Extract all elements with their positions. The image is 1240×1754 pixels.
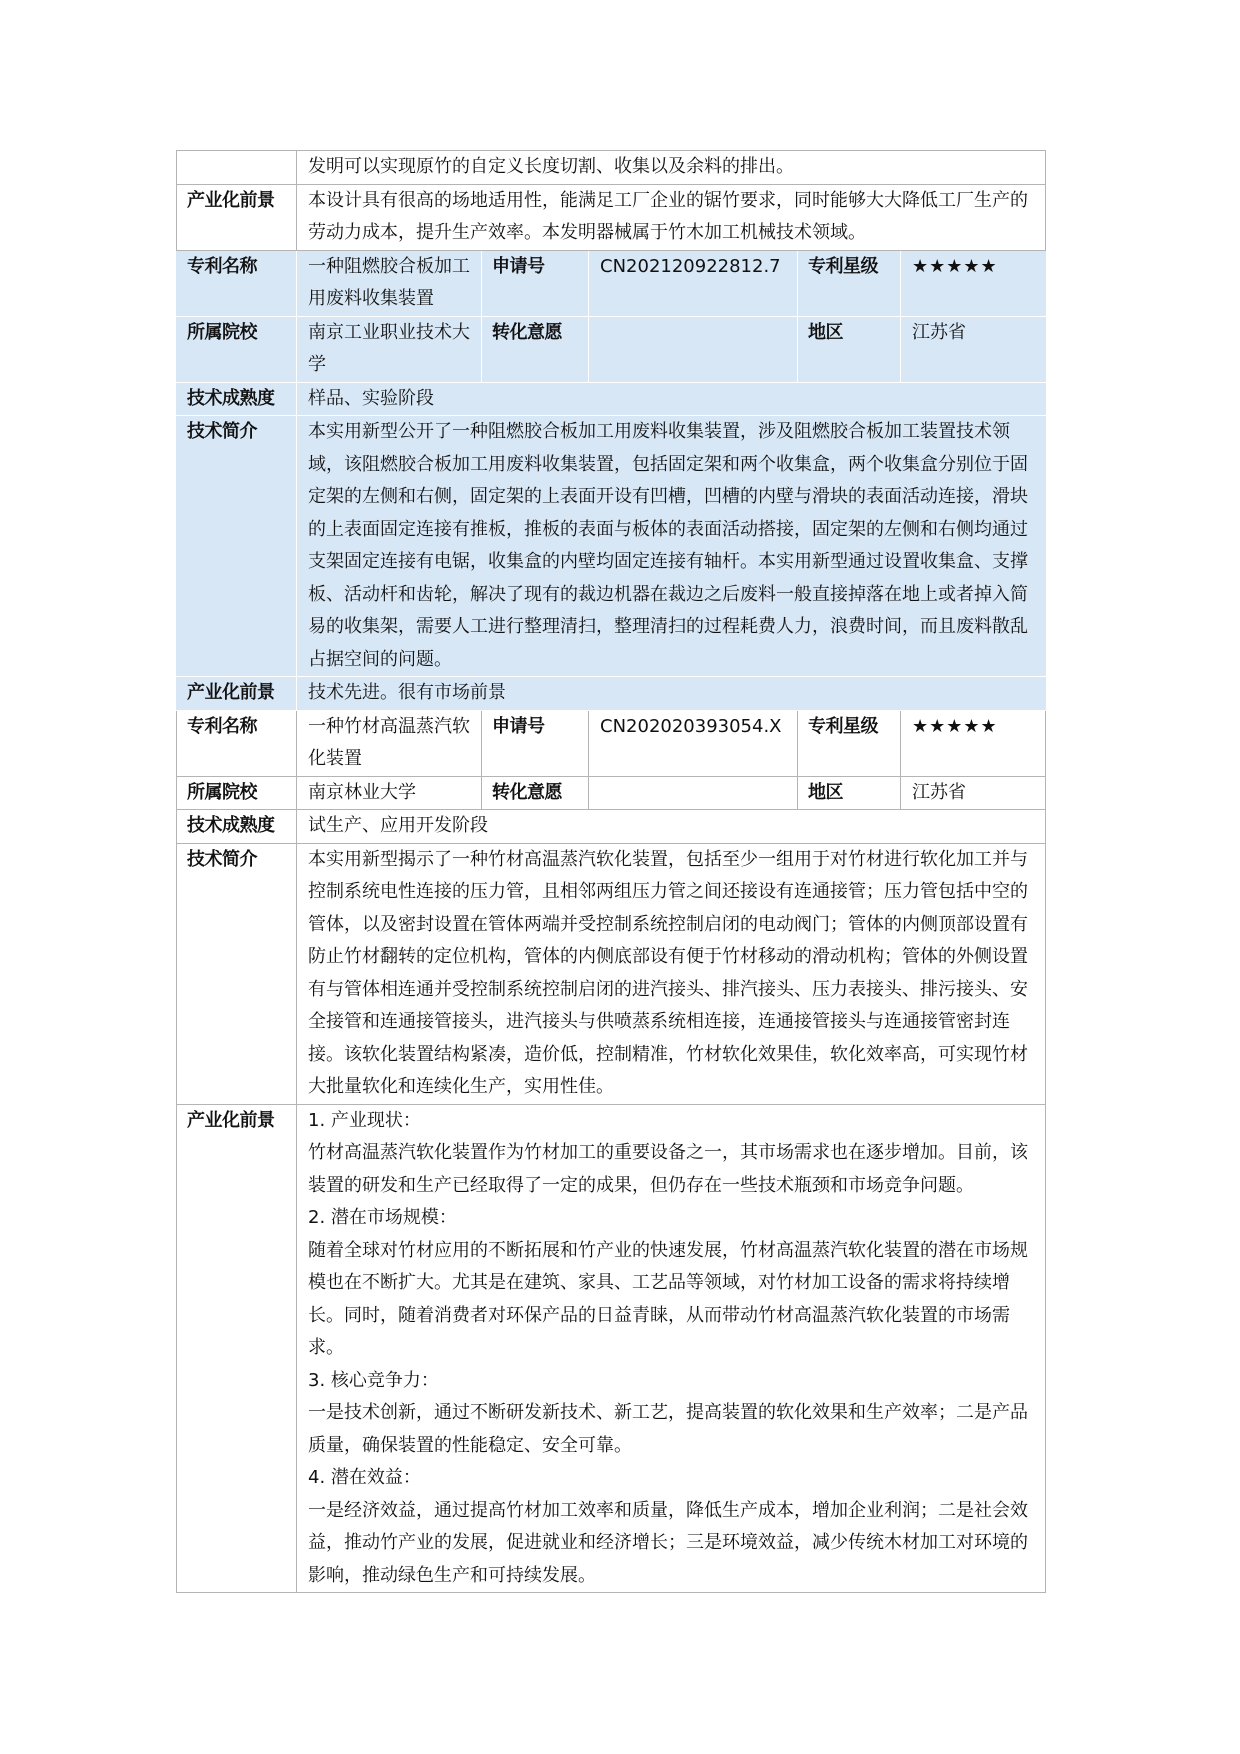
prospect-paragraph: 随着全球对竹材应用的不断拓展和竹产业的快速发展，竹材高温蒸汽软化装置的潜在市场规模也在不断扩大。尤其是在建筑、家具、工艺品等领域，对竹材加工设备的需求将持续增长。同时，随着消费者对环保产品的日益青睐，从而带动竹材高温蒸汽软化装置的市场需求。 bbox=[308, 1239, 1028, 1358]
prospect-label: 产业化前景 bbox=[177, 1104, 297, 1593]
patent2-maturity-row bbox=[177, 810, 1046, 844]
patent1-intro-row bbox=[177, 416, 1046, 677]
patent-name: 一种竹材高温蒸汽软化装置 bbox=[297, 710, 482, 776]
transfer-intent-value bbox=[589, 776, 798, 810]
patent-rating-label: 专利星级 bbox=[798, 250, 901, 316]
patent1-prospect-row bbox=[177, 677, 1046, 711]
patent-table bbox=[176, 150, 1046, 1593]
continued-text: 发明可以实现原竹的自定义长度切割、收集以及余料的排出。 bbox=[297, 151, 1046, 185]
patent-document bbox=[176, 150, 1045, 1593]
intro-label: 技术简介 bbox=[177, 843, 297, 1104]
region-label: 地区 bbox=[798, 776, 901, 810]
intro-text: 本实用新型公开了一种阻燃胶合板加工用废料收集装置，涉及阻燃胶合板加工装置技术领域，该阻燃胶合板加工用废料收集装置，包括固定架和两个收集盒，两个收集盒分别位于固定架的左侧和右侧，固定架的上表面开设有凹槽，凹槽的内壁与滑块的表面活动连接，滑块的上表面固定连接有推板，推板的表面与板体的表面活动搭接，固定架的左侧和右侧均通过支架固定连接有电锯，收集盒的内壁均固定连接有轴杆。本实用新型通过设置收集盒、支撑板、活动杆和齿轮，解决了现有的裁边机器在裁边之后废料一般直接掉落在地上或者掉入简易的收集架，需要人工进行整理清扫，整理清扫的过程耗费人力，浪费时间，而且废料散乱占据空间的问题。 bbox=[297, 416, 1046, 677]
prospect-text: 技术先进。很有市场前景 bbox=[297, 677, 1046, 711]
prospect-heading: 4. 潜在效益： bbox=[308, 1467, 421, 1488]
transfer-intent-value bbox=[589, 316, 798, 382]
patent-name: 一种阻燃胶合板加工用废料收集装置 bbox=[297, 250, 482, 316]
maturity-label: 技术成熟度 bbox=[177, 382, 297, 416]
prospect-text bbox=[297, 1104, 1046, 1593]
prospect-label: 产业化前景 bbox=[177, 184, 297, 250]
empty-label-cell bbox=[177, 151, 297, 185]
transfer-intent-label: 转化意愿 bbox=[482, 316, 589, 382]
patent1-school-row bbox=[177, 316, 1046, 382]
application-number: CN202020393054.X bbox=[589, 710, 798, 776]
maturity-label: 技术成熟度 bbox=[177, 810, 297, 844]
patent-rating-label: 专利星级 bbox=[798, 710, 901, 776]
prospect-row bbox=[177, 184, 1046, 250]
transfer-intent-label: 转化意愿 bbox=[482, 776, 589, 810]
prospect-heading: 2. 潜在市场规模： bbox=[308, 1207, 457, 1228]
school-label: 所属院校 bbox=[177, 316, 297, 382]
patent-name-label: 专利名称 bbox=[177, 250, 297, 316]
patent2-name-row bbox=[177, 710, 1046, 776]
maturity-value: 样品、实验阶段 bbox=[297, 382, 1046, 416]
application-number-label: 申请号 bbox=[482, 710, 589, 776]
maturity-value: 试生产、应用开发阶段 bbox=[297, 810, 1046, 844]
application-number: CN202120922812.7 bbox=[589, 250, 798, 316]
school-name: 南京林业大学 bbox=[297, 776, 482, 810]
prospect-text: 本设计具有很高的场地适用性，能满足工厂企业的锯竹要求，同时能够大大降低工厂生产的劳动力成本，提升生产效率。本发明器械属于竹木加工机械技术领域。 bbox=[297, 184, 1046, 250]
patent2-intro-row bbox=[177, 843, 1046, 1104]
intro-text: 本实用新型揭示了一种竹材高温蒸汽软化装置，包括至少一组用于对竹材进行软化加工并与控制系统电性连接的压力管，且相邻两组压力管之间还接设有连通接管；压力管包括中空的管体，以及密封设置在管体两端并受控制系统控制启闭的电动阀门；管体的内侧顶部设置有防止竹材翻转的定位机构，管体的内侧底部设有便于竹材移动的滑动机构；管体的外侧设置有与管体相连通并受控制系统控制启闭的进汽接头、排汽接头、压力表接头、排污接头、安全接管和连通接管接头，进汽接头与供喷蒸系统相连接，连通接管接头与连通接管密封连接。该软化装置结构紧凑，造价低，控制精准，竹材软化效果佳，软化效率高，可实现竹材大批量软化和连续化生产，实用性佳。 bbox=[297, 843, 1046, 1104]
star-rating-icon: ★★★★★ bbox=[901, 250, 1046, 316]
prospect-paragraph: 一是技术创新，通过不断研发新技术、新工艺，提高装置的软化效果和生产效率；二是产品质量，确保装置的性能稳定、安全可靠。 bbox=[308, 1402, 1028, 1456]
patent2-prospect-row bbox=[177, 1104, 1046, 1593]
patent2-school-row bbox=[177, 776, 1046, 810]
patent1-maturity-row bbox=[177, 382, 1046, 416]
continued-row bbox=[177, 151, 1046, 185]
patent-name-label: 专利名称 bbox=[177, 710, 297, 776]
school-name: 南京工业职业技术大学 bbox=[297, 316, 482, 382]
prospect-heading: 3. 核心竞争力： bbox=[308, 1369, 439, 1391]
region-value: 江苏省 bbox=[901, 316, 1046, 382]
patent1-name-row bbox=[177, 250, 1046, 316]
intro-label: 技术简介 bbox=[177, 416, 297, 677]
star-rating-icon: ★★★★★ bbox=[901, 710, 1046, 776]
region-value: 江苏省 bbox=[901, 776, 1046, 810]
application-number-label: 申请号 bbox=[482, 250, 589, 316]
prospect-label: 产业化前景 bbox=[177, 677, 297, 711]
prospect-paragraph: 一是经济效益，通过提高竹材加工效率和质量，降低生产成本，增加企业利润；二是社会效益，推动竹产业的发展，促进就业和经济增长；三是环境效益，减少传统木材加工对环境的影响，推动绿色生产和可持续发展。 bbox=[308, 1499, 1028, 1586]
prospect-paragraph: 竹材高温蒸汽软化装置作为竹材加工的重要设备之一，其市场需求也在逐步增加。目前，该装置的研发和生产已经取得了一定的成果，但仍存在一些技术瓶颈和市场竞争问题。 bbox=[308, 1142, 1028, 1196]
prospect-heading: 1. 产业现状： bbox=[308, 1109, 421, 1131]
region-label: 地区 bbox=[798, 316, 901, 382]
school-label: 所属院校 bbox=[177, 776, 297, 810]
